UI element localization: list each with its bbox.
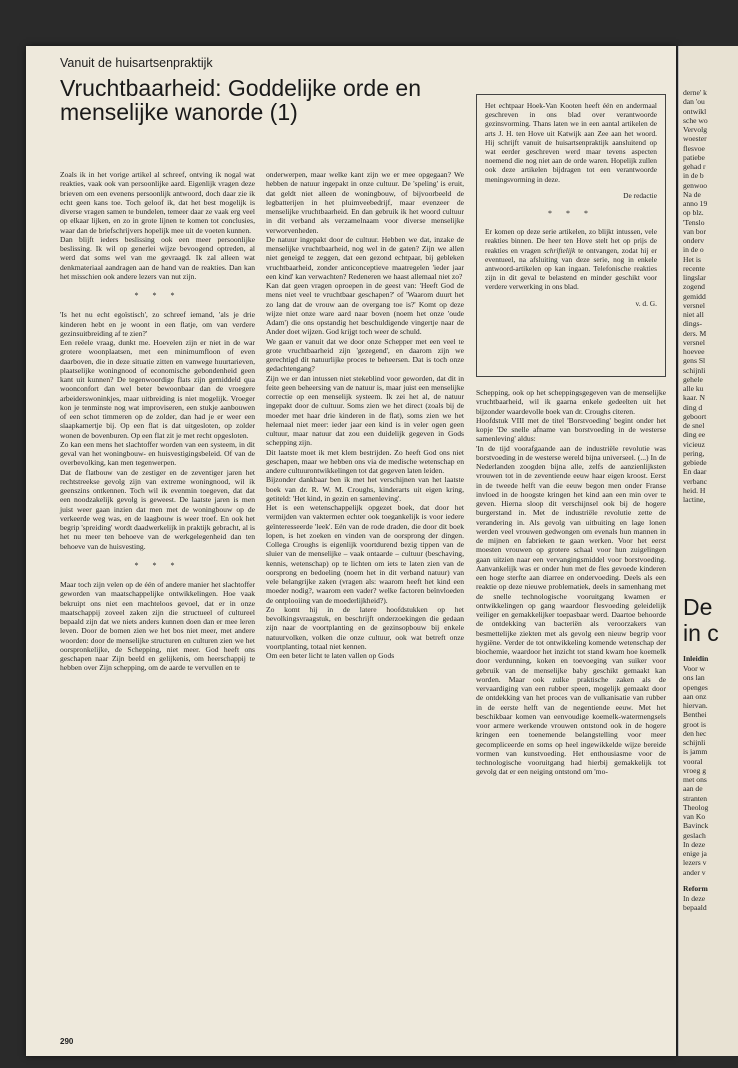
adjacent-text-line: met ons	[683, 775, 707, 784]
adjacent-text-line: versnel	[683, 300, 705, 310]
paragraph: 'In de tijd voorafgaande aan de industriële revolutie was borstvoeding in de westerse wereld bijna universeel. (...) In de Nederlanden zoogden bijna alle, zelfs de aanzienlijksten vrouwen tot in de zeventiende eeuw haar eigen kroost. Eerst in de tweede helft van die eeuw begon men onder Franse invloed in de hoogste kringen het kind aan een min over te geven. Hierna sloop dit verschijnsel ook bij de hogere burgerstand in. Met de industriële revolutie zette de verandering in. Als gevolg van uitbuiting en lage lonen werden veel vrouwen gedwongen om evenals hun mannen in de mijnen en fabrieken te gaan werken. Voor het eerst moesten vrouwen op grotere schaal voor hun zuigelingen gaan uitzien naar een vervangingsmiddel voor borstvoeding. Aanvankelijk was er onder hun met de fles gevoede kinderen een hoge sterfte aan diarree en ondervoeding. Deels als een reaktie op deze nieuwe problematiek, deels in samenhang met de snelle technologische vooruitgang kwamen er ontwikkelingen op gang waardoor flesvoeding geleidelijk veiliger en gemakkelijker toepasbaar werd. Daartoe behoorde de ontdekking van bacteriën als veroorzakers van besmettelijke ziekten met als gevolg een nieuw begrip voor hygiëne. Verder de tot ontwikkeling komende wetenschap der biochemie, waardoor het inzicht tot stand kwam hoe koemelk door verdunning, koken en toevoeging van suiker voor gebruik van de menselijke baby geschikt gemaakt kan worden. Maar ook zulke praktische zaken als de vervaardiging van een rubber speen, mogelijk gemaakt door de ontdekking van het proces van de vulkanisatie van rubber in de eerste helft van de negentiende eeuw. Met het beschikbaar komen van eenvoudige koemelk-watermengsels voor armere werkende vrouwen ontstond ook in de hogere kringen een toenemende belangstelling voor meer gecompliceerde en soms op heel ingewikkelde wijze bereide vormen van kunstvoeding. Het enthousiasme voor de technologische vooruitgang had hierbij gemakkelijk tot gevolg dat er een neiging ontstond om 'mo-	[476, 443, 666, 777]
paragraph: Dat de flatbouw van de zestiger en de zeventiger jaren het rechtstreekse gevolg zijn van extreme woningnood, wil ik geenszins ontkennen. Toch wil ik evenmin toegeven, dat dat een noodzakelijk gevolg is geweest. De laatste jaren is men juist weer gaan inzien dat men met de woningbouw op de verkeerde weg was, en de laagbouw is weer troef. En ook het begrip 'spreiding' wordt daadwerkelijk in praktijk gebracht, al is het nu meer ten behoeve van de werkgelegenheid dan ten behoeve van de huisvesting.	[60, 467, 255, 551]
adjacent-text-line: Vervolg	[683, 125, 708, 134]
adjacent-page-text	[683, 88, 738, 504]
column-3	[476, 388, 666, 777]
adjacent-text-line: niet all	[683, 310, 704, 319]
paragraph: Een reëele vraag, dunkt me. Hoevelen zijn er niet in de war grotere woonplaatsen, met een minimumfloon of even daarboven, die in deze situatie zitten en vanwege huurtarieven, plaatselijke woningnood of economische gebondenheid geen kant uit kunnen? De tegenwoordige flats zijn gemiddeld qua woonconfort dan wel beter bewoonbaar dan de vroegere arbeiderswoninkjes, maar uitbreiding is niet mogelijk. Vroeger kon je tenminste nog wat improviseren, een stukje aanbouwen of een schot timmeren op de zolder, dan had je er weer een slaapkamertje bij. Op een flat is dat uitgesloten, op zolder wonen de bovenburen. Op een flat zit je met recht opgesloten.	[60, 338, 255, 440]
paragraph: Het is een wetenschappelijk opgezet boek, dat door het vermijden van vaktermen echter ook toegankelijk is voor iedere geïnteresseerde 'leek'. Eén van de rode draden, die door dit boek lopen, is het zoeken en vinden van de oorsprong der dingen. Collega Croughs is eigenlijk voortdurend bezig tippen van de sluier van de menselijke – vaak ontaarde – cultuur (beschaving, kennis, wetenschap) op te lichten om iets te laten zien van de oorsprong en bedoeling (noem het in dit verband natuur) van vele belangrijke zaken (vragen als: waarom heeft het kind een moeder nodig?, waarom een vader? welke factoren beïnvloeden de ontplooiing van de moederlijkheid?).	[266, 503, 464, 605]
editor-signature: v. d. G.	[635, 298, 657, 308]
adjacent-text-line: groot is	[683, 719, 706, 729]
adjacent-text-line: sche wo	[683, 115, 708, 125]
paragraph: Zo komt hij in de latere hoofdstukken op het bevolkingsvraagstuk, en beschrijft onderzoekingen die gedaan zijn naar de voortplanting en de gezinsopbouw bij enkele natuurvolken, volken die onze cultuur, ook wat betreft onze voortplanting, totaal niet kennen.	[266, 604, 464, 651]
adjacent-text-line: schijnli	[683, 738, 706, 747]
adjacent-text-line: gebiede	[683, 458, 707, 467]
adjacent-text-line: patiebe	[683, 152, 705, 162]
paragraph: Schepping, ook op het scheppingsgegeven van de menselijke vruchtbaarheid, wil ik gaarna enkele gedeelten uit het bijzonder waardevolle boek van dr. Croughs citeren.	[476, 388, 666, 416]
adjacent-text-line: verbanc	[683, 476, 708, 486]
adjacent-text-line: openges	[683, 682, 708, 692]
adjacent-text-line: ding ee	[683, 430, 706, 440]
adjacent-text-line: Voor w	[683, 664, 706, 673]
adjacent-text-line: lactine,	[683, 495, 706, 504]
adjacent-text-line: pering,	[683, 448, 705, 458]
adjacent-text-line: ders. M	[683, 328, 707, 338]
paragraph: We gaan er vanuit dat we door onze Schepper met een veel te grote vruchtbaarheid zijn 'gezegend', en daarom zijn we gerechtigd dit natuurlijke proces te beheersen. Dat is toch onze gedachtengang?	[266, 336, 464, 374]
adjacent-text-line: in de o	[683, 245, 704, 255]
adjacent-page	[678, 46, 738, 1056]
paragraph: Kan dat geen vragen oproepen in de geest van: 'Heeft God de mens niet veel te vruchtbaar geschapen?' of 'Waarom duurt het zo lang dat de vrouw aan de overgang toe is?' Komt op deze wijze niet onze ware aard naar boven (noem het onze 'oude Adam') die ons opstandig het beschuldigende vingertje naar de Ander doet wijzen. God krijgt toch weer de schuld.	[266, 281, 464, 337]
adjacent-text-line: gehele	[683, 374, 703, 384]
adjacent-subheading-2: Reform	[683, 884, 708, 893]
adjacent-heading-line-1: De	[683, 594, 713, 620]
section-divider: * * *	[548, 209, 594, 219]
paragraph: 'Is het nu echt egoïstisch', zo schreef iemand, 'als je drie kinderen hebt en je woont in een flatje, om van verdere gezinsuitbreiding af te zien?'	[60, 310, 255, 338]
adjacent-text-line: heid. H	[683, 485, 706, 495]
emphasis: schriftelijk	[543, 245, 576, 255]
adjacent-text-line: anno 19	[683, 199, 708, 208]
adjacent-text-line: dan 'ou	[683, 97, 705, 107]
adjacent-text-line: genwoo	[683, 180, 708, 190]
paragraph: Dit laatste moet ik met klem bestrijden. Zo heeft God ons niet geschapen, maar we hebben ons via de medische wetenschap en andere cultuurontwikkelingen tot dat gegeven laten leiden.	[266, 447, 464, 475]
adjacent-text-line: 'Tenslo	[683, 217, 705, 227]
adjacent-text-line: ons lan	[683, 673, 705, 683]
adjacent-text-line: zogend	[683, 282, 705, 292]
editorial-note-2: Er komen op deze serie artikelen, zo blijkt intussen, vele reakties binnen. De heer ten Hove stelt het op prijs de reakties en vragen schriftelijk te ontvangen, zodat hij er eventueel, na afsluiting van deze serie, nog in enkele antwoord-artikelen op kan ingaan. Telefonische reakties zijn in dit geval te belastend en minder geschikt voor verdere verwerking in ons blad.	[485, 227, 657, 292]
adjacent-text-line: versnel	[683, 337, 705, 347]
adjacent-text-line: vicieuz	[683, 439, 705, 449]
adjacent-text-line: onderv	[683, 236, 705, 245]
page-number: 290	[60, 1037, 74, 1046]
adjacent-text-line: geboort	[683, 411, 707, 421]
editorial-note-box	[476, 94, 666, 377]
adjacent-text-line: ander v	[683, 867, 706, 877]
editorial-signature: De redactie	[623, 190, 657, 200]
adjacent-text-line: stranten	[683, 793, 708, 803]
paragraph: Zo kan een mens het slachtoffer worden van een systeem, in dit geval van het woningbouw- en huisvestigingsbeleid. Of van de overbevolking, kan men tegenwerpen.	[60, 439, 255, 468]
adjacent-text-line: derne' k	[683, 88, 707, 97]
adjacent-page-text	[683, 664, 738, 877]
editorial-note: Het echtpaar Hoek-Van Kooten heeft één en andermaal geschreven in ons blad over verantwoorde gezinsvorming. Thans laten we in een aantal artikelen de arts J. H. ten Hove uit Katwijk aan Zee aan het woord. Hij schrijft vanuit de huisartsenpraktijk aansluitend op wat eerder geschreven werd maar tevens aspecten noemend die nog niet aan de orde waren. Hopelijk zullen ook deze artikelen bijdragen tot een verantwoorde meningsvorming in deze.	[485, 101, 657, 184]
adjacent-text-line: In deze	[683, 894, 706, 903]
adjacent-text-line: alle ku	[683, 384, 704, 393]
paragraph: Zoals ik in het vorige artikel al schreef, ontving ik nogal wat reakties, vaak ook van persoonlijke aard. Eigenlijk vragen deze brieven om een evenens persoonlijk antwoord, doch daar zie ik echt geen kans toe. Toch geloof ik, dat het best mogelijk is diverse vragen samen te bundelen, temeer daar ze vaak erg veel op elkaar lijken, en zo in grote lijnen te komen tot conclusies, waar dan de briefschrijvers hopelijk mee uit de voeten kunnen.	[60, 170, 255, 235]
article-title: Vruchtbaarheid: Goddelijke orde en menselijke wanorde (1)	[60, 75, 421, 125]
adjacent-text-line: op blz.	[683, 208, 704, 218]
adjacent-text-line: in de b	[683, 171, 704, 181]
adjacent-text-line: recente	[683, 263, 705, 273]
article-kicker: Vanuit de huisartsenpraktijk	[60, 56, 213, 70]
adjacent-text-line: geslach	[683, 830, 706, 840]
adjacent-text-line: Benthei	[683, 710, 707, 720]
adjacent-text-line: ding d	[683, 402, 703, 412]
adjacent-text-line: Theolog	[683, 802, 709, 812]
adjacent-text-line: vooral	[683, 756, 703, 766]
adjacent-text-line: hiervan.	[683, 701, 708, 710]
adjacent-text-line: aan onz	[683, 691, 707, 701]
adjacent-text-line: gens Sl	[683, 356, 706, 366]
paragraph: De natuur ingepakt door de cultuur. Hebben we dat, inzake de menselijke vruchtbaarheid, nog wel in de gaten? Zijn we allen niet geneigd te zeggen, dat een gezond echtpaar, bij gebleken vruchtbaarheid, zonder anticonceptieve maatregelen 'ieder jaar een kind' kan verwachten? Redeneren we haast allemaal niet zo?	[266, 234, 464, 281]
adjacent-text-line: Het is	[683, 254, 701, 264]
adjacent-text-line: In deze	[683, 839, 706, 849]
adjacent-text-line: Na de	[683, 189, 701, 199]
adjacent-heading-line-2: in c	[683, 620, 719, 646]
adjacent-subheading: Inleidin	[683, 654, 709, 663]
section-divider: * * *	[134, 560, 181, 570]
paragraph: Maar toch zijn velen op de één of andere manier het slachtoffer geworden van maatschappelijke ontwikkelingen. Hoe vaak bekruipt ons niet een machteloos gevoel, dat er in onze maatschappij zoveel zaken zijn die structueel of cultureel bepaald zijn dat we niets anders kunnen doen dan er mee leren leven. Door de bomen zien we het bos niet meer, met andere woorden: door de menselijke structuren en culturen zien we het oorspronkelijke, de Schepping, niet meer. God heeft ons geschapen naar Zijn beeld en gelijkenis, om heerschappij te hebben over Zijn schepping, om de aarde te vervullen en te	[60, 580, 255, 673]
adjacent-text-line: En daar	[683, 467, 707, 477]
column-1	[60, 170, 255, 673]
adjacent-text-line: de snel	[683, 421, 705, 430]
paragraph: Bijzonder dankbaar ben ik met het verschijnen van het laatste boek van dr. R. W. M. Croughs, kinderarts uit eigen kring, getiteld: 'Het kind, in gezin en samenleving'.	[266, 475, 464, 503]
adjacent-text-line: hoevee	[683, 347, 705, 356]
adjacent-text-line: kaar. N	[683, 393, 705, 403]
adjacent-text-line: ontwikl	[683, 106, 707, 116]
adjacent-text-line: Bavinck	[683, 821, 709, 831]
adjacent-text-line: vroeg g	[683, 765, 706, 775]
paragraph: Dan blijft ieders beslissing ook een meer persoonlijke beslissing. Ik wil op generlei wijze bevoogend optreden, al werd dat soms wel van me gevraagd. Ik zal alleen wat denkmateriaal aandragen aan de hand van de reakties. Dan kan het misschien ook andere lezers van nut zijn.	[60, 234, 255, 281]
section-divider: * * *	[134, 291, 181, 300]
adjacent-text-line: schijnli	[683, 365, 706, 375]
adjacent-text-line: is jamm	[683, 747, 708, 757]
adjacent-text-line: lingslar	[683, 273, 706, 282]
adjacent-text-line: van bor	[683, 226, 706, 236]
adjacent-text-line: bepaald	[683, 903, 707, 913]
adjacent-text-line: dings-	[683, 319, 702, 329]
paragraph: onderwerpen, maar welke kant zijn we er mee opgegaan? We hebben de natuur ingepakt in onze cultuur. De 'speling' is eruit, dat geldt niet alleen de woningbouw, of bijvoorbeeld de legbatterijen in het pluimveebedrijf, maar evenzeer de menselijke vruchtbaarheid. En dan gebruik ik het woord cultuur in dit verband als verzamelnaam voor diverse menselijke verworvenheden.	[266, 170, 464, 235]
paragraph: Om een beter licht te laten vallen op Gods	[266, 651, 395, 660]
adjacent-text-line: gehad r	[683, 162, 706, 171]
adjacent-text-line: flesvoe	[683, 143, 705, 153]
column-2	[266, 170, 464, 660]
adjacent-text-line: lezers v	[683, 858, 707, 868]
adjacent-text-line: den hec	[683, 728, 707, 738]
adjacent-text-line: enige ja	[683, 849, 707, 858]
adjacent-text-line: aan de	[683, 784, 703, 794]
adjacent-text-line: van Ko	[683, 812, 706, 821]
paragraph: Hoofdstuk VIII met de titel 'Borstvoeding' begint onder het kopje 'De snelle afname van borstvoeding in de westerse samenleving' aldus:	[476, 415, 666, 444]
adjacent-page-text	[683, 894, 738, 913]
paragraph: Zijn we er dan intussen niet stekeblind voor geworden, dat dit in feite geen beheersing van de natuur is, maar juist een menselijke correctie op een menselijk systeem. Ik zei het al, de natuur ingepakt door de cultuur. Soms zien we het direct (zoals bij de moeder met haar drie kinderen in de flat), soms zien we het helemaal niet meer: ieder jaar een kind is in veler ogen geen cultuur, maar natuur dat zou een duidelijk gegeven in Gods schepping zijn.	[266, 373, 464, 448]
adjacent-text-line: woester	[683, 134, 707, 144]
adjacent-text-line: gemidd	[683, 291, 706, 301]
